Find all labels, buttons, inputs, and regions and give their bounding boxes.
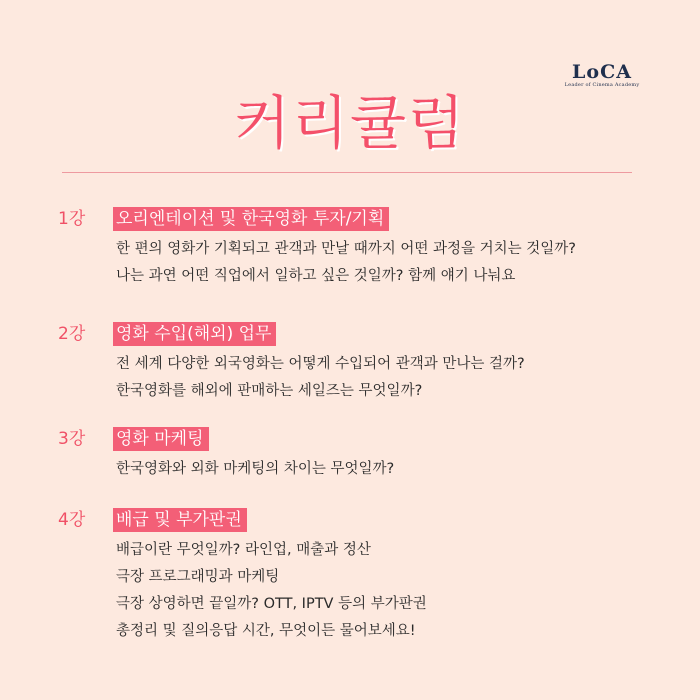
loca-logo bbox=[562, 62, 642, 89]
lesson-title: 영화 마케팅 bbox=[113, 427, 209, 451]
lesson-number: 4강 bbox=[58, 510, 86, 530]
lesson-description bbox=[116, 351, 525, 405]
logo-subtitle: Leader of Cinema Academy bbox=[564, 82, 640, 88]
logo-text: LoCA bbox=[572, 61, 632, 83]
lesson-number: 1강 bbox=[58, 209, 86, 229]
description-line: 전 세계 다양한 외국영화는 어떻게 수입되어 관객과 만나는 걸까? bbox=[116, 356, 525, 372]
lesson-title: 영화 수입(해외) 업무 bbox=[113, 322, 276, 346]
title-divider bbox=[62, 172, 632, 173]
lesson-number: 2강 bbox=[58, 324, 86, 344]
description-line: 극장 프로그래밍과 마케팅 bbox=[116, 569, 280, 585]
description-line: 극장 상영하면 끝일까? OTT, IPTV 등의 부가판권 bbox=[116, 596, 427, 612]
page-title: 커리큘럼 bbox=[233, 89, 467, 157]
lesson-description bbox=[116, 537, 427, 645]
lesson-title: 배급 및 부가판권 bbox=[113, 508, 247, 532]
description-line: 한 편의 영화가 기획되고 관객과 만날 때까지 어떤 과정을 거치는 것일까? bbox=[116, 241, 576, 257]
description-line: 한국영화를 해외에 판매하는 세일즈는 무엇일까? bbox=[116, 383, 423, 399]
description-line: 한국영화와 외화 마케팅의 차이는 무엇일까? bbox=[116, 461, 395, 477]
lesson-description bbox=[116, 236, 576, 290]
lesson-description bbox=[116, 456, 394, 483]
description-line: 총정리 및 질의응답 시간, 무엇이든 물어보세요! bbox=[116, 623, 416, 639]
lesson-title: 오리엔테이션 및 한국영화 투자/기획 bbox=[113, 207, 389, 231]
lesson-number: 3강 bbox=[58, 429, 86, 449]
description-line: 나는 과연 어떤 직업에서 일하고 싶은 것일까? 함께 얘기 나눠요 bbox=[116, 268, 516, 284]
description-line: 배급이란 무엇일까? 라인업, 매출과 정산 bbox=[116, 542, 371, 558]
